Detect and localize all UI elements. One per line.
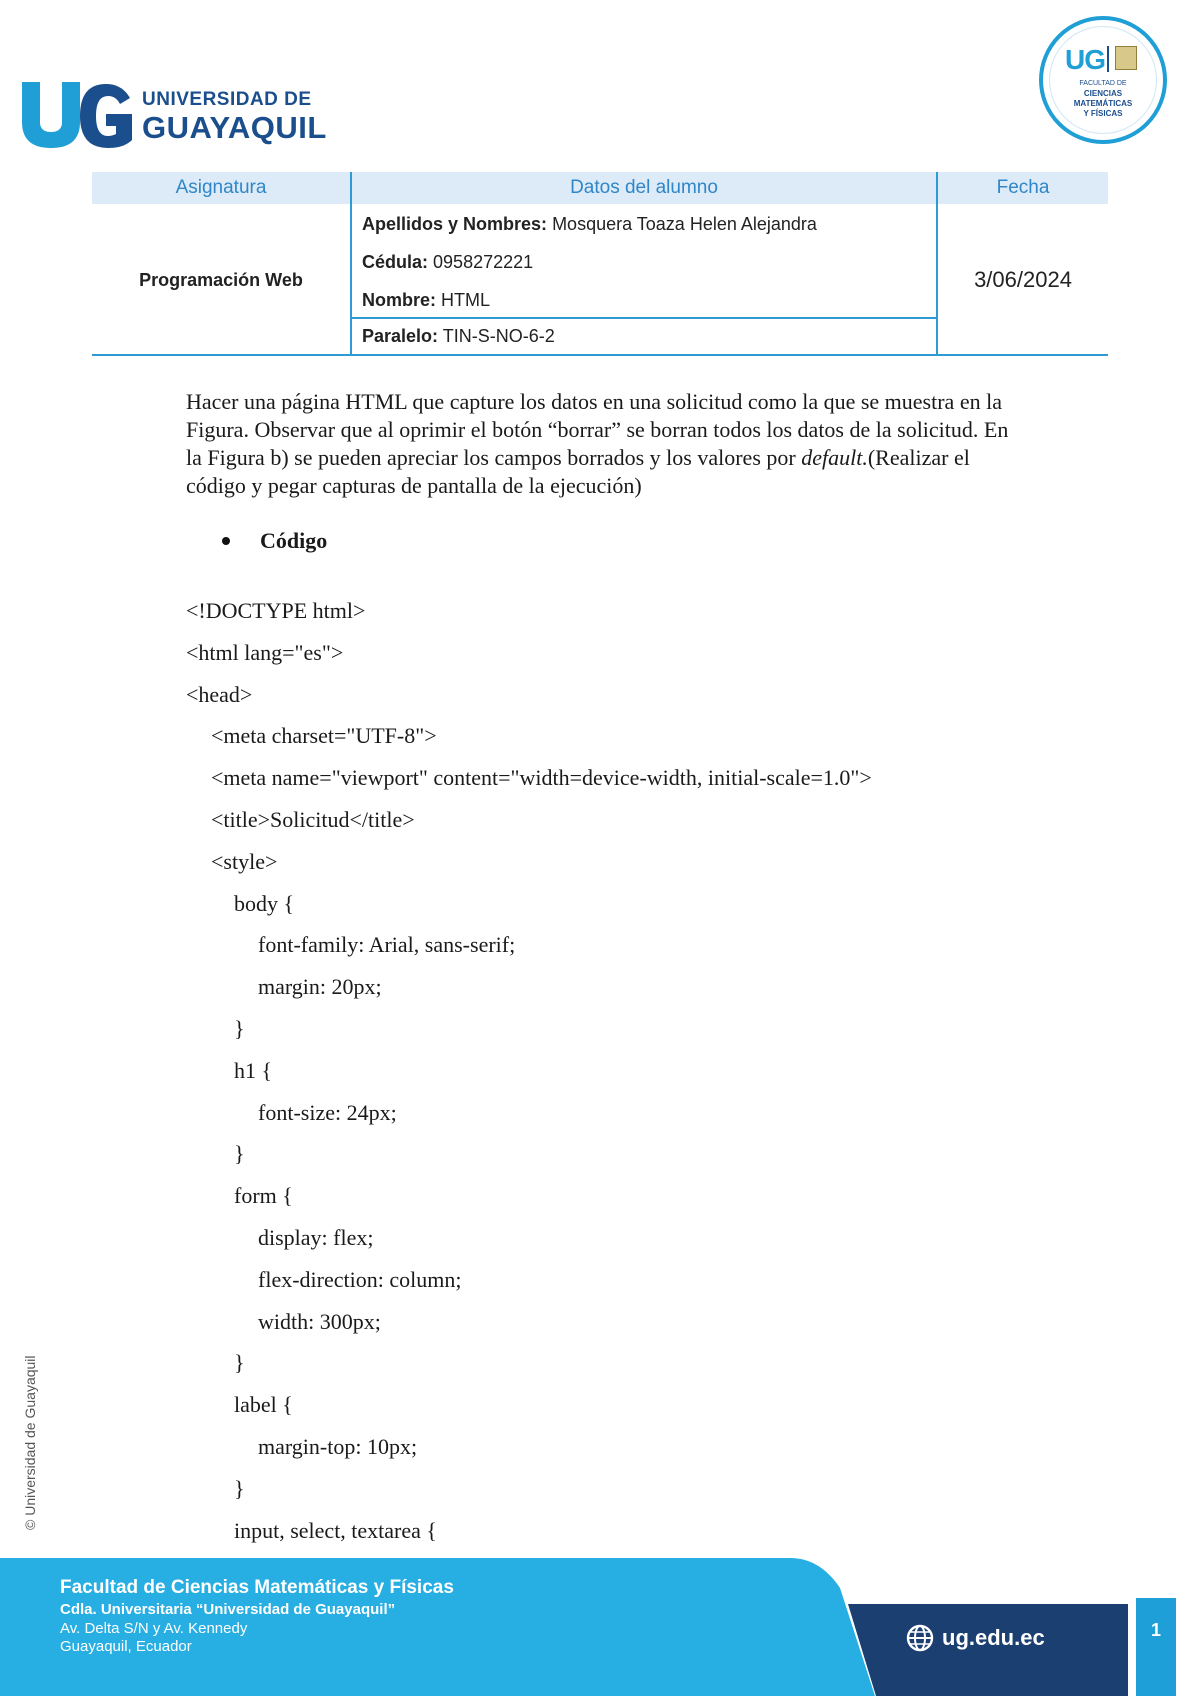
student-id — [362, 252, 533, 273]
bullet-label: Código — [260, 528, 328, 553]
code-line: flex-direction: column; — [258, 1266, 462, 1292]
id-value: 0958272221 — [433, 252, 534, 272]
seal-text-1: FACULTAD DE — [1079, 80, 1127, 87]
code-listing — [186, 597, 1086, 1558]
code-line: display: flex; — [258, 1224, 374, 1250]
seal-brand: UG — [1065, 44, 1105, 75]
university-name — [142, 90, 327, 143]
ug-logo-icon — [18, 78, 136, 150]
code-line: form { — [234, 1183, 293, 1209]
names-label: Apellidos y Nombres: — [362, 214, 548, 234]
code-line: width: 300px; — [258, 1308, 381, 1334]
header-subject: Asignatura — [92, 172, 350, 204]
code-line: margin: 20px; — [258, 974, 382, 1000]
code-line: margin-top: 10px; — [258, 1433, 418, 1459]
instructions-text: Hacer una página HTML que capture los datos en una solicitud como la que se muestra en la Figura. Observar que al oprimir el botón “borrar” se borran todos los datos de la solicitud. En la Figura b) se pueden apreciar los campos borrados y los valores por — [186, 389, 1009, 470]
student-info-table — [92, 172, 1108, 356]
website-text: ug.edu.ec — [942, 1625, 1045, 1650]
section-label: Paralelo: — [362, 326, 439, 346]
footer-address: Av. Delta S/N y Av. Kennedy — [60, 1620, 248, 1637]
instructions-text-end: (Realizar el código y pegar capturas de pantalla de la ejecución) — [186, 445, 970, 498]
page-number: 1 — [1136, 1598, 1176, 1696]
seal-text-2: CIENCIAS — [1083, 89, 1123, 98]
seal-divider — [1107, 46, 1109, 72]
section-bullet — [222, 528, 327, 554]
code-line: input, select, textarea { — [234, 1517, 437, 1543]
university-name-line1: UNIVERSIDAD DE — [142, 89, 312, 110]
code-line: body { — [234, 890, 295, 916]
code-line: } — [234, 1141, 245, 1167]
header-date: Fecha — [938, 172, 1108, 204]
assignment-name — [362, 290, 490, 311]
bullet-dot-icon — [222, 537, 230, 545]
faculty-seal — [1039, 16, 1167, 144]
university-logo — [18, 78, 327, 154]
seal-text-3: MATEMÁTICAS — [1073, 99, 1133, 108]
code-line: <!DOCTYPE html> — [186, 598, 366, 623]
side-copyright: © Universidad de Guayaquil — [22, 1355, 38, 1530]
code-line: font-size: 24px; — [258, 1099, 397, 1125]
instructions-italic: default. — [801, 445, 868, 470]
website-link[interactable] — [906, 1624, 1045, 1652]
code-line: } — [234, 1350, 245, 1376]
section-value: TIN-S-NO-6-2 — [442, 326, 555, 346]
globe-icon — [906, 1624, 934, 1652]
header-student: Datos del alumno — [352, 172, 936, 204]
id-label: Cédula: — [362, 252, 429, 272]
code-line: label { — [234, 1392, 293, 1418]
seal-text-4: Y FÍSICAS — [1083, 109, 1123, 118]
date-value: 3/06/2024 — [974, 267, 1072, 292]
footer-campus: Cdla. Universitaria “Universidad de Guayaquil” — [60, 1601, 396, 1618]
table-divider — [350, 317, 938, 319]
names-value: Mosquera Toaza Helen Alejandra — [552, 214, 817, 234]
code-line: } — [234, 1015, 245, 1041]
crest-icon — [1115, 46, 1137, 70]
name-value: HTML — [441, 290, 491, 310]
instructions-paragraph — [186, 388, 1016, 500]
footer-city: Guayaquil, Ecuador — [60, 1638, 192, 1655]
footer-faculty: Facultad de Ciencias Matemáticas y Físicas — [60, 1577, 454, 1598]
code-line: h1 { — [234, 1057, 273, 1083]
code-line: <title>Solicitud</title> — [211, 806, 415, 832]
code-line: <meta charset="UTF-8"> — [211, 723, 437, 749]
university-name-line2: GUAYAQUIL — [142, 110, 327, 145]
subject-value: Programación Web — [139, 269, 303, 290]
code-line: } — [234, 1475, 245, 1501]
student-section — [362, 326, 555, 347]
student-names — [362, 214, 817, 235]
code-line: <meta name="viewport" content="width=device-width, initial-scale=1.0"> — [211, 765, 872, 791]
code-line: <style> — [211, 848, 278, 874]
name-label: Nombre: — [362, 290, 437, 310]
table-divider — [350, 172, 352, 356]
code-line: <html lang="es"> — [186, 639, 344, 665]
code-line: <head> — [186, 681, 253, 707]
code-line: font-family: Arial, sans-serif; — [258, 932, 516, 958]
